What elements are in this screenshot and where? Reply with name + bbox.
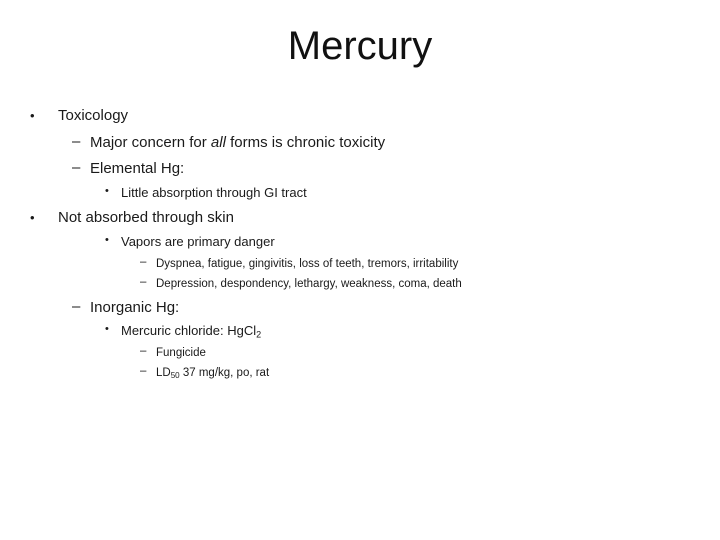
item-inorganic: Inorganic Hg: xyxy=(90,299,180,316)
major-concern-italic: all xyxy=(210,134,226,151)
mercuric-text: Mercuric chloride: HgCl xyxy=(121,323,257,338)
slide-title: Mercury xyxy=(287,24,433,68)
item-little-absorption: Little absorption through GI tract xyxy=(121,185,307,200)
item-depression: Depression, despondency, lethargy, weakness, coma, death xyxy=(156,278,462,290)
bullet-vapors: • xyxy=(105,234,109,246)
item-fungicide: Fungicide xyxy=(156,347,206,359)
major-concern-text-a: Major concern for xyxy=(90,134,211,151)
item-toxicology: Toxicology xyxy=(58,107,129,124)
dash-major-concern: – xyxy=(72,133,81,150)
ld-value-text: 37 mg/kg, po, rat xyxy=(179,367,270,379)
item-mercuric xyxy=(121,322,261,340)
dash-ld50: – xyxy=(140,365,147,377)
dash-dyspnea: – xyxy=(140,256,147,268)
item-major-concern xyxy=(90,133,385,153)
dash-fungicide: – xyxy=(140,345,147,357)
mercuric-subscript: 2 xyxy=(256,329,262,340)
ld-text: LD xyxy=(156,367,171,379)
dash-elemental: – xyxy=(72,159,81,176)
bullet-mercuric: • xyxy=(105,323,109,335)
bullet-not-absorbed: • xyxy=(30,210,35,225)
ld-subscript: 50 xyxy=(170,371,180,380)
item-ld50 xyxy=(156,365,269,381)
dash-depression: – xyxy=(140,276,147,288)
bullet-toxicology: • xyxy=(30,108,35,123)
item-elemental: Elemental Hg: xyxy=(90,160,185,177)
bullet-little-absorption: • xyxy=(105,185,109,197)
item-vapors: Vapors are primary danger xyxy=(121,234,275,249)
item-not-absorbed: Not absorbed through skin xyxy=(58,209,234,226)
major-concern-text-b: forms is chronic toxicity xyxy=(225,134,386,151)
item-dyspnea: Dyspnea, fatigue, gingivitis, loss of teeth, tremors, irritability xyxy=(156,258,459,270)
dash-inorganic: – xyxy=(72,298,81,315)
